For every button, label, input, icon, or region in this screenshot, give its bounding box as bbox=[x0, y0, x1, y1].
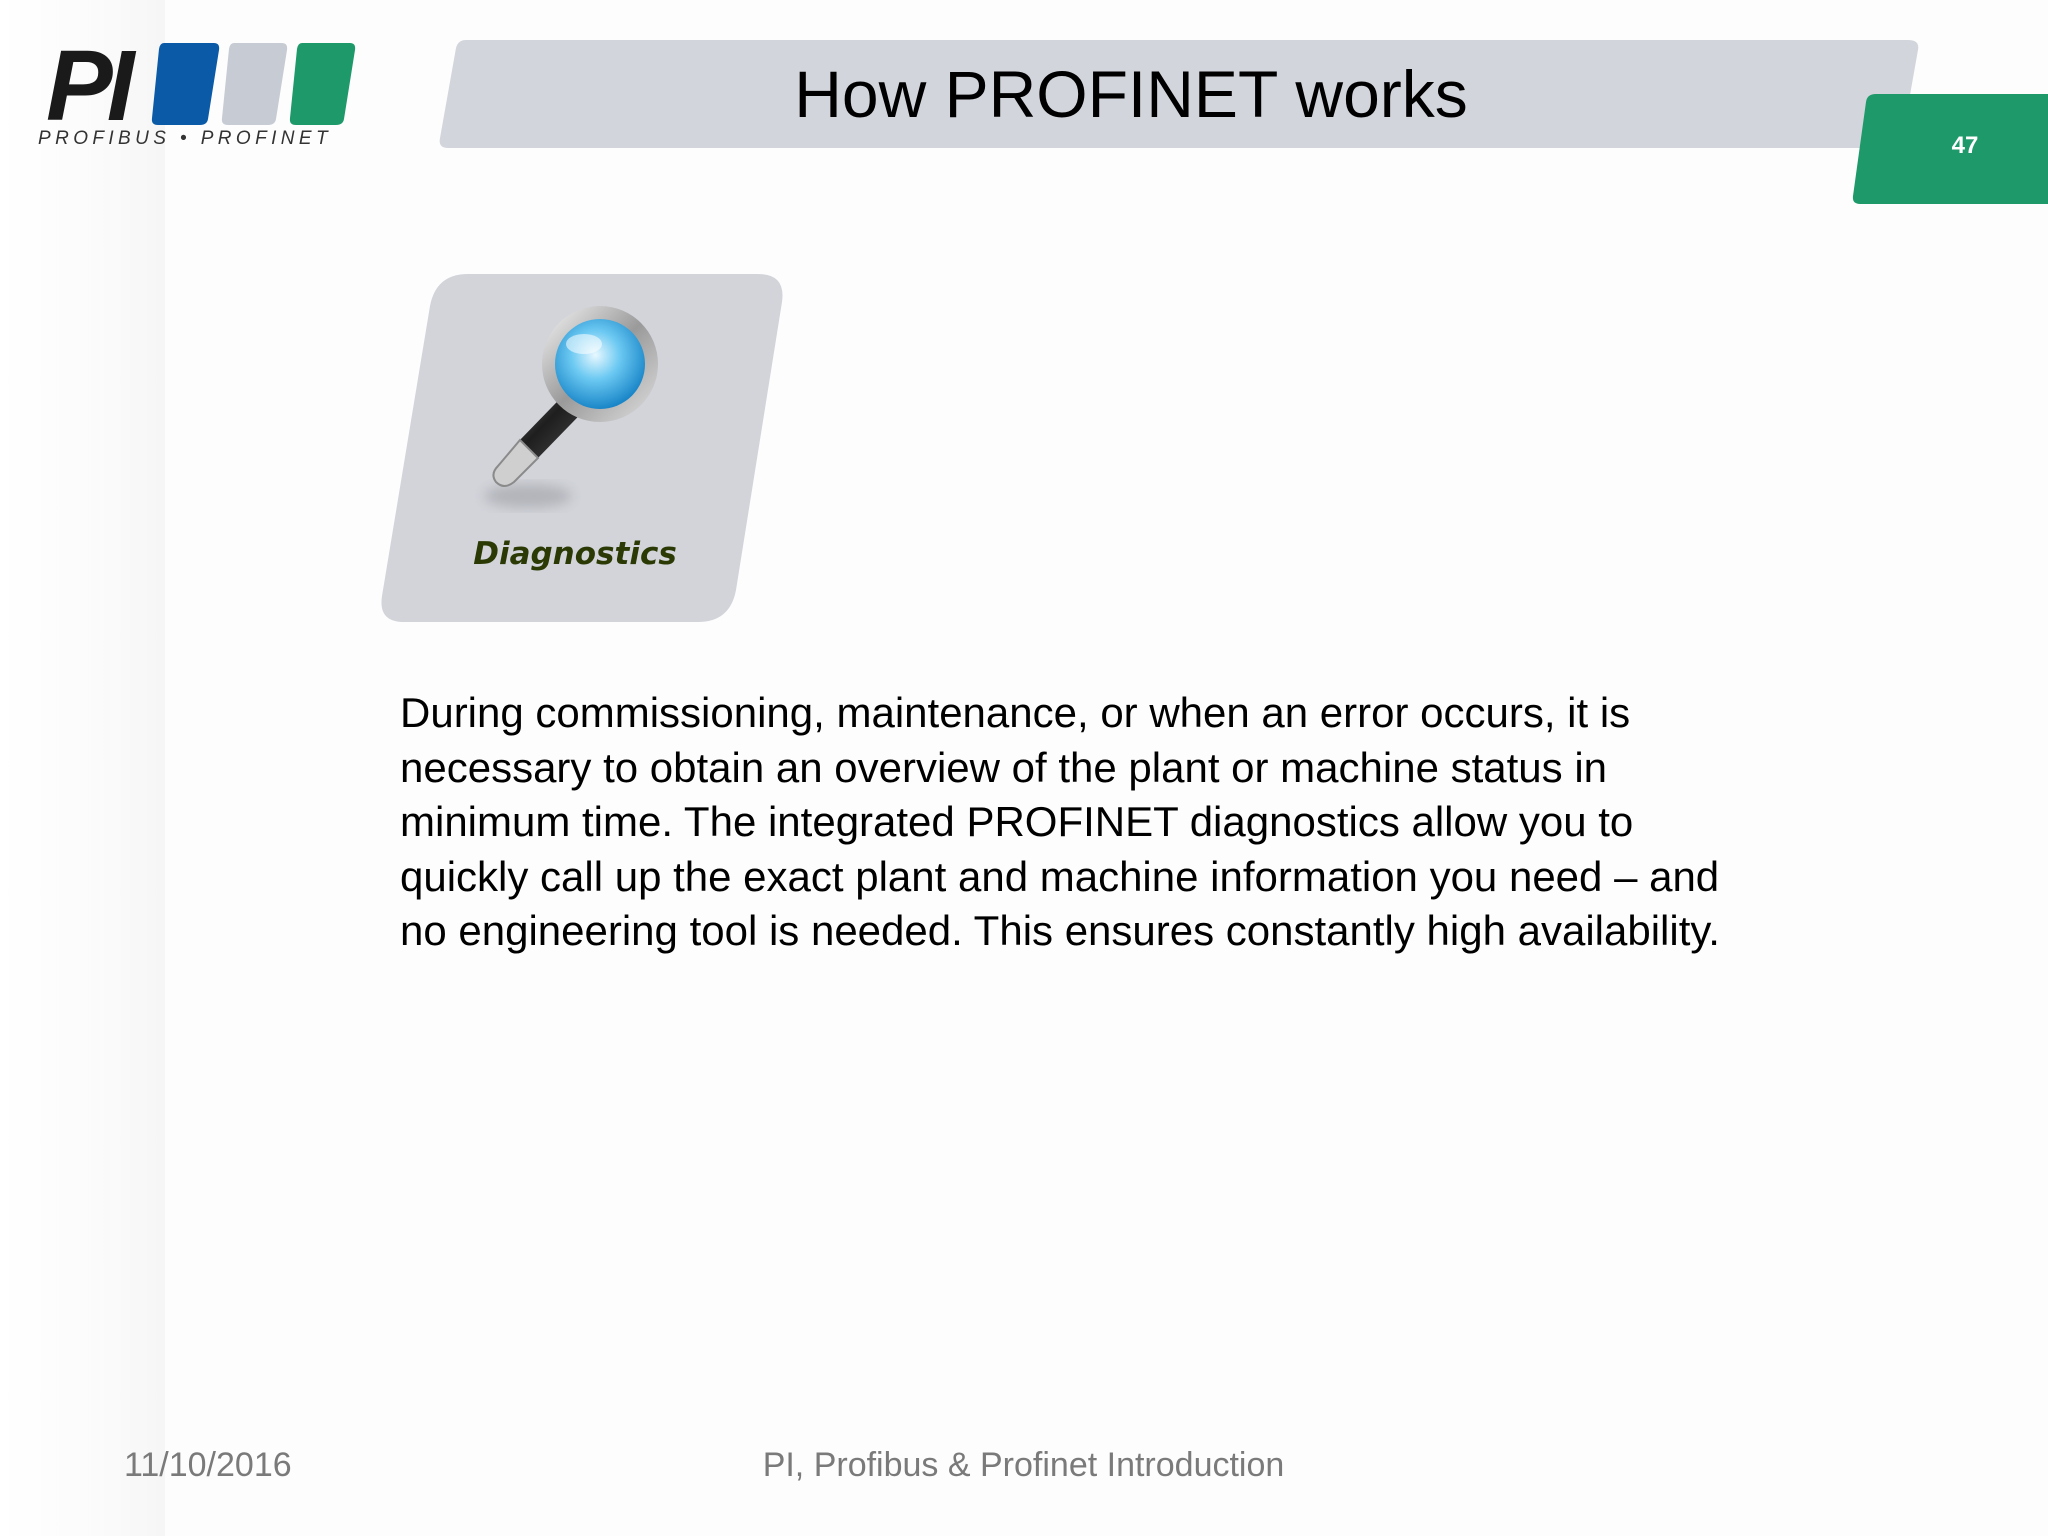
diagnostics-label: Diagnostics bbox=[473, 536, 677, 572]
logo-mark: PI bbox=[46, 30, 129, 142]
logo-subtitle: PROFIBUS • PROFINET bbox=[38, 128, 332, 149]
footer-title: PI, Profibus & Profinet Introduction bbox=[762, 1446, 1285, 1484]
footer-date: 11/10/2016 bbox=[124, 1446, 292, 1484]
diagnostics-card bbox=[378, 270, 788, 626]
logo-blocks-icon bbox=[150, 41, 370, 127]
body-paragraph: During commissioning, maintenance, or when an error occurs, it is necessary to obtain an overview of the plant or machine status in minimum time. The integrated PROFINET diagnostics allow you to quickly call up the exact plant and machine information you need – and no engineering tool is needed. This ensures constantly high availability. bbox=[400, 689, 1720, 955]
left-margin-shade bbox=[0, 0, 165, 1536]
page-title: How PROFINET works bbox=[794, 57, 1468, 131]
page-number: 47 bbox=[1951, 132, 1979, 159]
pi-logo bbox=[38, 30, 338, 156]
